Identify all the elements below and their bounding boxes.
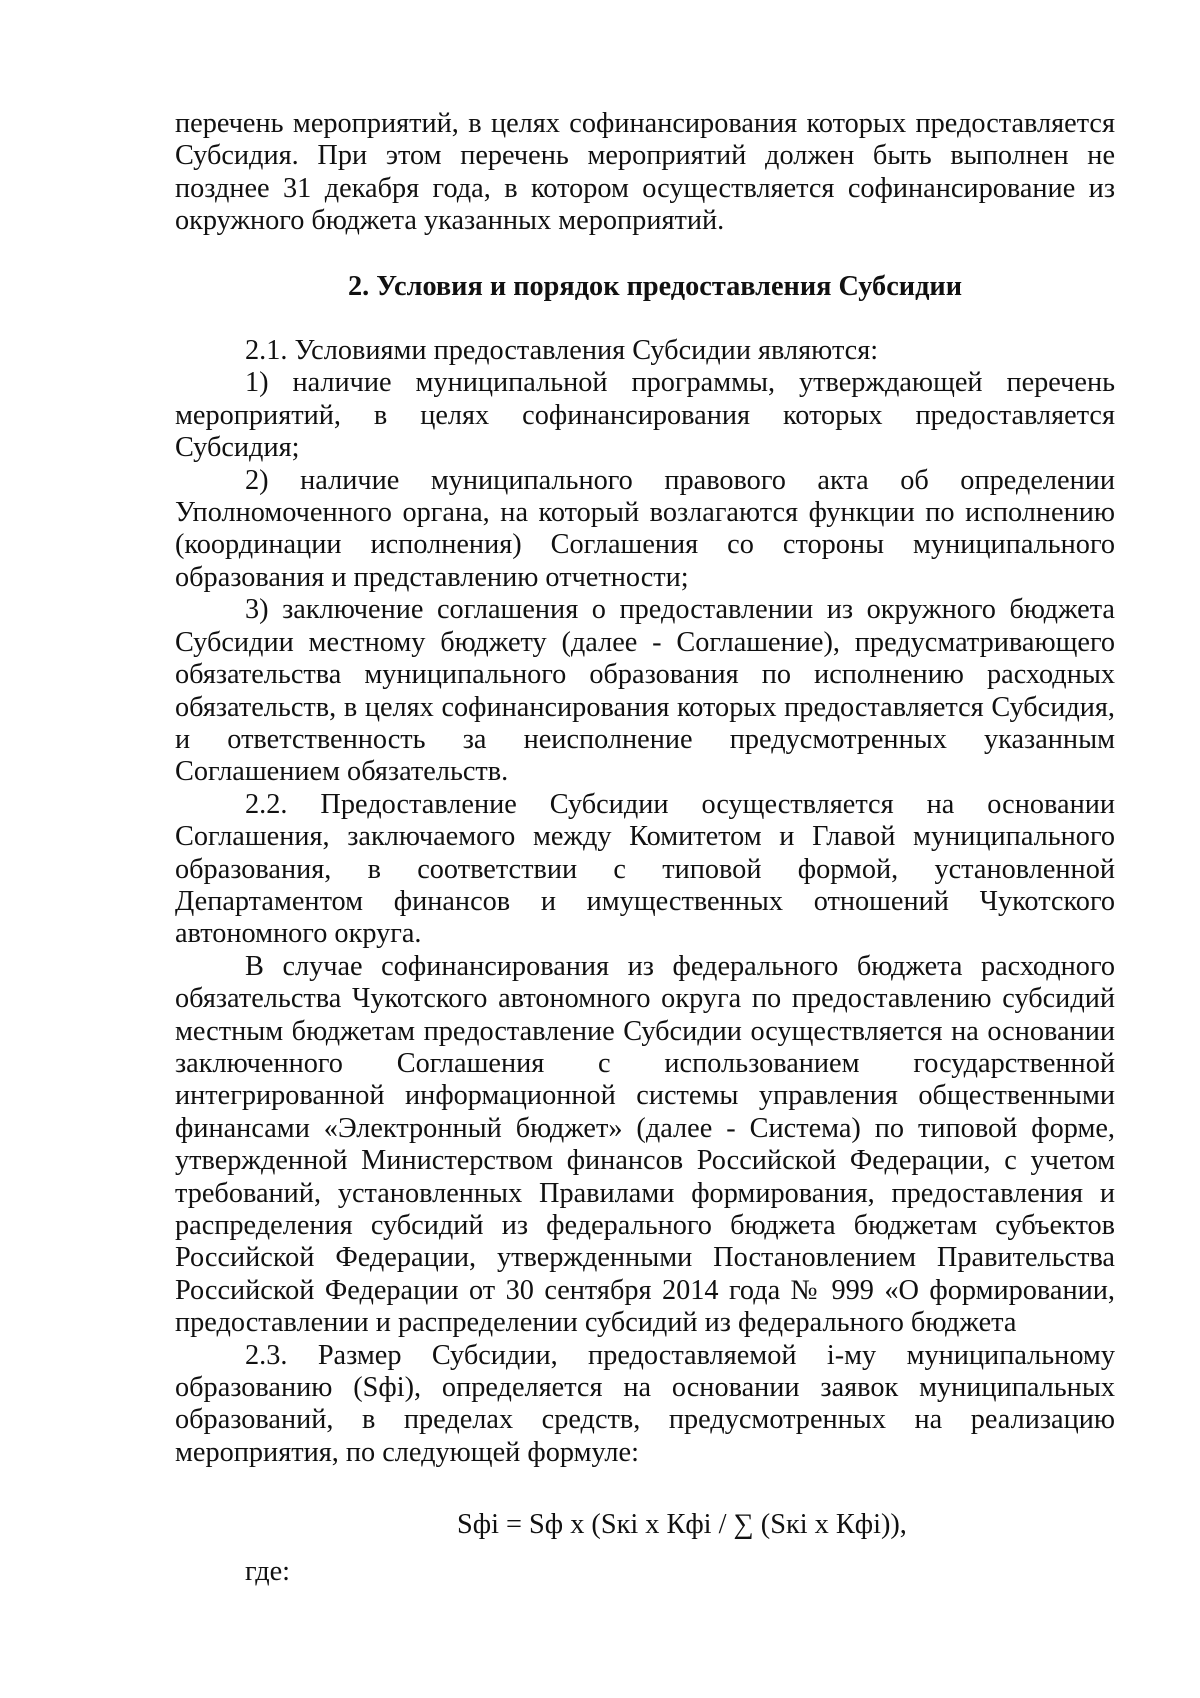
section-title: 2. Условия и порядок предоставления Субсидии bbox=[348, 270, 962, 302]
paragraph-2-2: 2.2. Предоставление Субсидии осуществляется на основании Соглашения, заключаемого между Комитетом и Главой муниципального образования, в соответствии с типовой формой, установленной Департаментом финансов и имущественных отношений Чукотского автономного округа. bbox=[175, 788, 1115, 950]
condition-item-3: 3) заключение соглашения о предоставлении из окружного бюджета Субсидии местному бюджету (далее - Соглашение), предусматривающего обязательства муниципального образования по исполнению расходных обязательств, в целях софинансирования которых предоставляется Субсидия, и ответственность за неисполнение предусмотренных указанным Соглашением обязательств. bbox=[175, 594, 1115, 788]
condition-item-2: 2) наличие муниципального правового акта об определении Уполномоченного органа, на который возлагаются функции по исполнению (координации исполнения) Соглашения со стороны муниципального образования и представлению отчетности; bbox=[175, 464, 1115, 593]
document-page bbox=[175, 108, 1115, 1588]
paragraph-2-1: 2.1. Условиями предоставления Субсидии являются: bbox=[245, 335, 879, 367]
subsidy-formula: Sфi = Sф x (Sкi x Кфi / ∑ (Sкi x Кфi)), bbox=[457, 1509, 907, 1541]
intro-paragraph: перечень мероприятий, в целях софинансирования которых предоставляется Субсидия. При этом перечень мероприятий должен быть выполнен не позднее 31 декабря года, в котором осуществляется софинансирование из окружного бюджета указанных мероприятий. bbox=[175, 108, 1115, 237]
where-label: где: bbox=[245, 1555, 291, 1587]
paragraph-2-3: 2.3. Размер Субсидии, предоставляемой i-му муниципальному образованию (Sфi), определяется на основании заявок муниципальных образований, в пределах средств, предусмотренных на реализацию мероприятия, по следующей формуле: bbox=[175, 1339, 1115, 1468]
condition-item-1: 1) наличие муниципальной программы, утверждающей перечень мероприятий, в целях софинансирования которых предоставляется Субсидия; bbox=[175, 367, 1115, 464]
paragraph-2-2-federal: В случае софинансирования из федерального бюджета расходного обязательства Чукотского автономного округа по предоставлению субсидий местным бюджетам предоставление Субсидии осуществляется на основании заключенного Соглашения с использованием государственной интегрированной информационной системы управления общественными финансами «Электронный бюджет» (далее - Система) по типовой форме, утвержденной Министерством финансов Российской Федерации, с учетом требований, установленных Правилами формирования, предоставления и распределения субсидий из федерального бюджета бюджетам субъектов Российской Федерации, утвержденными Постановлением Правительства Российской Федерации от 30 сентября 2014 года № 999 «О формировании, предоставлении и распределении субсидий из федерального бюджета bbox=[175, 950, 1115, 1339]
